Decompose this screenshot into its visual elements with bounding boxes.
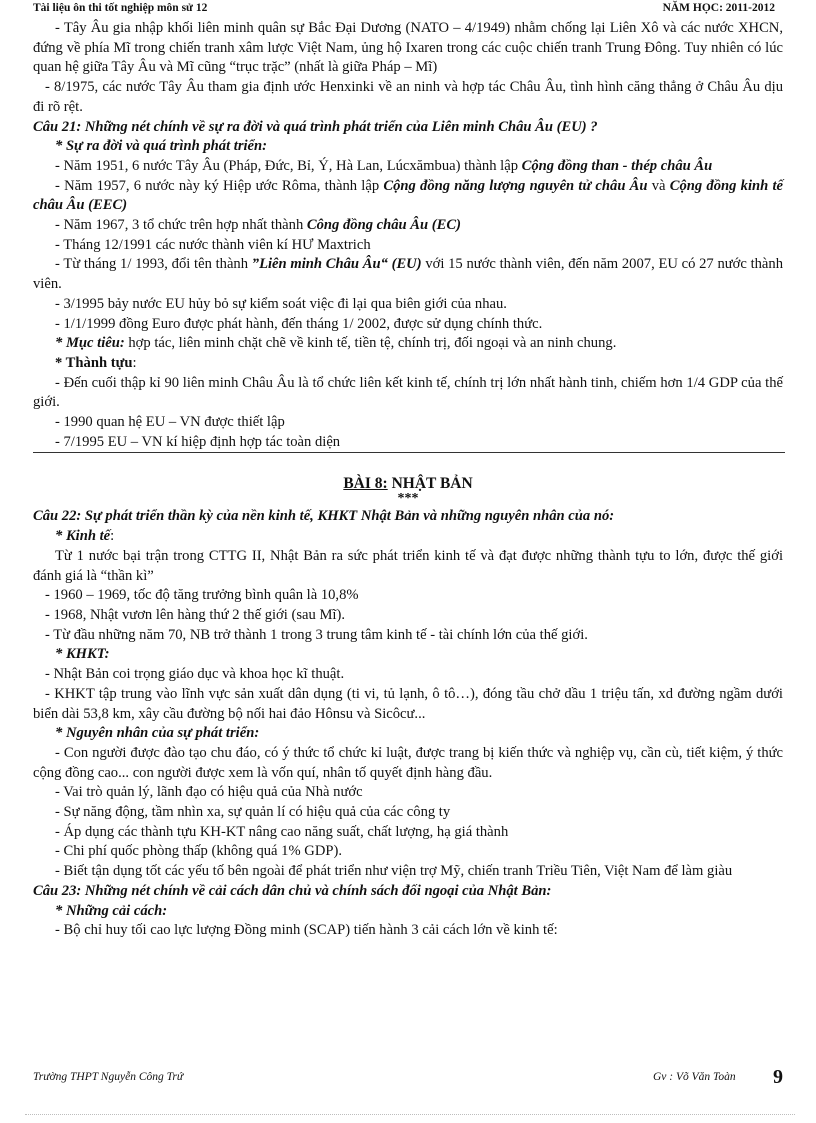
lesson-name: NHẬT BẢN (387, 475, 473, 493)
subheading-cai-cach: * Những cải cách: (55, 902, 168, 919)
item-1957-emphasis-1: Cộng đồng năng lượng nguyên tử châu Âu (383, 177, 648, 194)
title-stars: *** (397, 491, 419, 507)
item-1993-text: - Từ tháng 1/ 1993, đổi tên thành (55, 256, 252, 273)
item-nha-nuoc: - Vai trò quản lý, lãnh đạo có hiệu quả của Nhà nước (55, 784, 363, 801)
muc-tieu-text: hợp tác, liên minh chặt chẽ về kinh tế, tiền tệ, chính trị, đối ngoại và an ninh chung. (124, 335, 617, 352)
item-giao-duc: - Nhật Bản coi trọng giáo dục và khoa học kĩ thuật. (45, 666, 345, 683)
item-1957-joiner: và (647, 177, 670, 194)
subheading-su-ra-doi: * Sự ra đời và quá trình phát triển: (55, 138, 268, 155)
item-kh-kt: - Áp dụng các thành tựu KH-KT nâng cao năng suất, chất lượng, hạ giá thành (55, 823, 509, 840)
subheading-thanh-tuu (33, 354, 783, 374)
subheading-khkt: * KHKT: (55, 646, 110, 663)
question-22: Câu 22: Sự phát triển thần kỳ của nền kinh tế, KHKT Nhật Bản và những nguyên nhân của nó: (33, 508, 615, 525)
subheading-nguyen-nhan: * Nguyên nhân của sự phát triển: (55, 725, 260, 742)
item-1967-emphasis: Công đồng châu Âu (EC) (306, 217, 461, 234)
item-1993-rest: với 15 nước thành viên, đến năm 2007, EU có 27 nước thành viên. (33, 256, 784, 293)
header-left: Tài liệu ôn thi tốt nghiệp môn sử 12 (33, 2, 208, 14)
bottom-dotted-border (25, 1114, 795, 1115)
item-1995: - 3/1995 bảy nước EU hủy bỏ sự kiểm soát việc đi lại qua biên giới của nhau. (55, 295, 507, 312)
item-1960-1969: - 1960 – 1969, tốc độ tăng trưởng bình quân là 10,8% (45, 587, 359, 604)
item-con-nguoi: - Con người được đào tạo chu đáo, có ý thức tổ chức kỉ luật, được trang bị kiến thức và nghiệp vụ, cần cù, tiết kiệm, ý thức cộng đồng cao... con người được xem là vốn quí, nhân tố quyết định hàng đầu. (33, 744, 783, 781)
item-1993-emphasis: ”Liên minh Châu Âu“ (EU) (251, 256, 422, 273)
item-1990: - 1990 quan hệ EU – VN được thiết lập (55, 414, 285, 431)
item-7-1995: - 7/1995 EU – VN kí hiệp định hợp tác toàn diện (55, 433, 341, 450)
section-divider (33, 452, 785, 453)
item-1951-text: - Năm 1951, 6 nước Tây Âu (Pháp, Đức, Bỉ, Ý, Hà Lan, Lúcxămbua) thành lập (55, 157, 522, 174)
page-footer (33, 1068, 785, 1096)
document-body (33, 19, 783, 941)
item-muc-tieu (33, 334, 783, 354)
item-yeu-to-ben-ngoai: - Biết tận dụng tốt các yếu tố bên ngoài để phát triển như viện trợ Mỹ, chiến tranh Triều Tiên, Việt Nam để làm giàu (55, 863, 733, 880)
item-1993 (33, 255, 783, 294)
page-header (33, 2, 783, 18)
item-khkt-dan-dung: - KHKT tập trung vào lĩnh vực sản xuất dân dụng (ti vi, tủ lạnh, ô tô…), đóng tầu chở dầu 1 triệu tấn, xd đường ngầm dưới biển dài 53,8 km, xây cầu đường bộ nối hai đảo Hônsu và Sicôcư... (33, 685, 783, 722)
header-right: NĂM HỌC: 2011-2012 (662, 2, 775, 14)
item-thap-ki-90: - Đến cuối thập kỉ 90 liên minh Châu Âu là tổ chức liên kết kinh tế, chính trị lớn nhất hành tinh, chiếm hơn 1/4 GDP của thế giới. (33, 374, 783, 411)
item-1991: - Tháng 12/1991 các nước thành viên kí HƯ Maxtrich (55, 236, 371, 253)
question-21: Câu 21: Những nét chính về sự ra đời và quá trình phát triển của Liên minh Châu Âu (EU) ? (33, 118, 598, 135)
muc-tieu-label: * Mục tiêu: (55, 335, 125, 352)
item-1951-emphasis: Cộng đồng than - thép châu Âu (521, 157, 713, 174)
item-scap: - Bộ chỉ huy tối cao lực lượng Đồng minh (SCAP) tiến hành 3 cải cách lớn về kinh tế: (55, 922, 558, 939)
paragraph-henxinki: - 8/1975, các nước Tây Âu tham gia định ước Henxinki về an ninh và hợp tác Châu Âu, tình hình căng thẳng ở Châu Âu dịu đi rõ rệt. (33, 79, 783, 115)
item-quoc-phong: - Chi phí quốc phòng thấp (không quá 1% GDP). (55, 843, 342, 860)
kinh-te-label: * Kinh tế (55, 528, 111, 545)
item-1957-text: - Năm 1957, 6 nước này ký Hiệp ước Rôma, thành lập (55, 177, 384, 194)
item-nam-70: - Từ đầu những năm 70, NB trở thành 1 trong 3 trung tâm kinh tế - tài chính lớn của thế giới. (45, 626, 588, 643)
footer-teacher: Gv : Võ Văn Toàn (653, 1071, 736, 1083)
item-1951 (33, 157, 783, 177)
item-1999: - 1/1/1999 đồng Euro được phát hành, đến tháng 1/ 2002, được sử dụng chính thức. (55, 315, 543, 332)
kinh-te-colon: : (110, 528, 115, 545)
item-1967-text: - Năm 1967, 3 tổ chức trên hợp nhất thành (55, 217, 307, 234)
page-number: 9 (773, 1066, 783, 1088)
item-1968: - 1968, Nhật vươn lên hàng thứ 2 thế giới (sau Mĩ). (45, 606, 345, 623)
thanh-tuu-colon: : (132, 354, 137, 371)
thanh-tuu-label: * Thành tựu (55, 354, 133, 371)
subheading-kinh-te (33, 527, 783, 547)
question-23: Câu 23: Những nét chính về cải cách dân chủ và chính sách đối ngoại của Nhật Bản: (33, 882, 552, 899)
item-1967 (33, 216, 783, 236)
item-cong-ty: - Sự năng động, tầm nhìn xa, sự quản lí có hiệu quả của các công ty (55, 804, 451, 821)
footer-school: Trường THPT Nguyễn Công Trứ (33, 1071, 184, 1083)
item-1957 (33, 177, 783, 216)
item-1957-emphasis-2: Cộng đồng kinh tế châu Âu (EEC) (33, 177, 783, 214)
lesson-number: BÀI 8: (343, 475, 388, 493)
paragraph-nato: - Tây Âu gia nhập khối liên minh quân sự Bắc Đại Dương (NATO – 4/1949) nhằm chống lại Liên Xô và các nước XHCN, đứng về phía Mĩ trong chiến tranh xâm lược Việt Nam, ủng hộ Ixaren trong các cuộc chiến tranh Trung Đông. Tuy nhiên có lúc quan hệ giữa Tây Âu và Mĩ cũng “trục trặc” (nhất là giữa Pháp – Mĩ) (33, 20, 783, 76)
item-bai-tran: Từ 1 nước bại trận trong CTTG II, Nhật Bản ra sức phát triển kinh tế và đạt được những thành tựu to lớn, được thế giới đánh giá là “thần kì” (33, 547, 783, 584)
